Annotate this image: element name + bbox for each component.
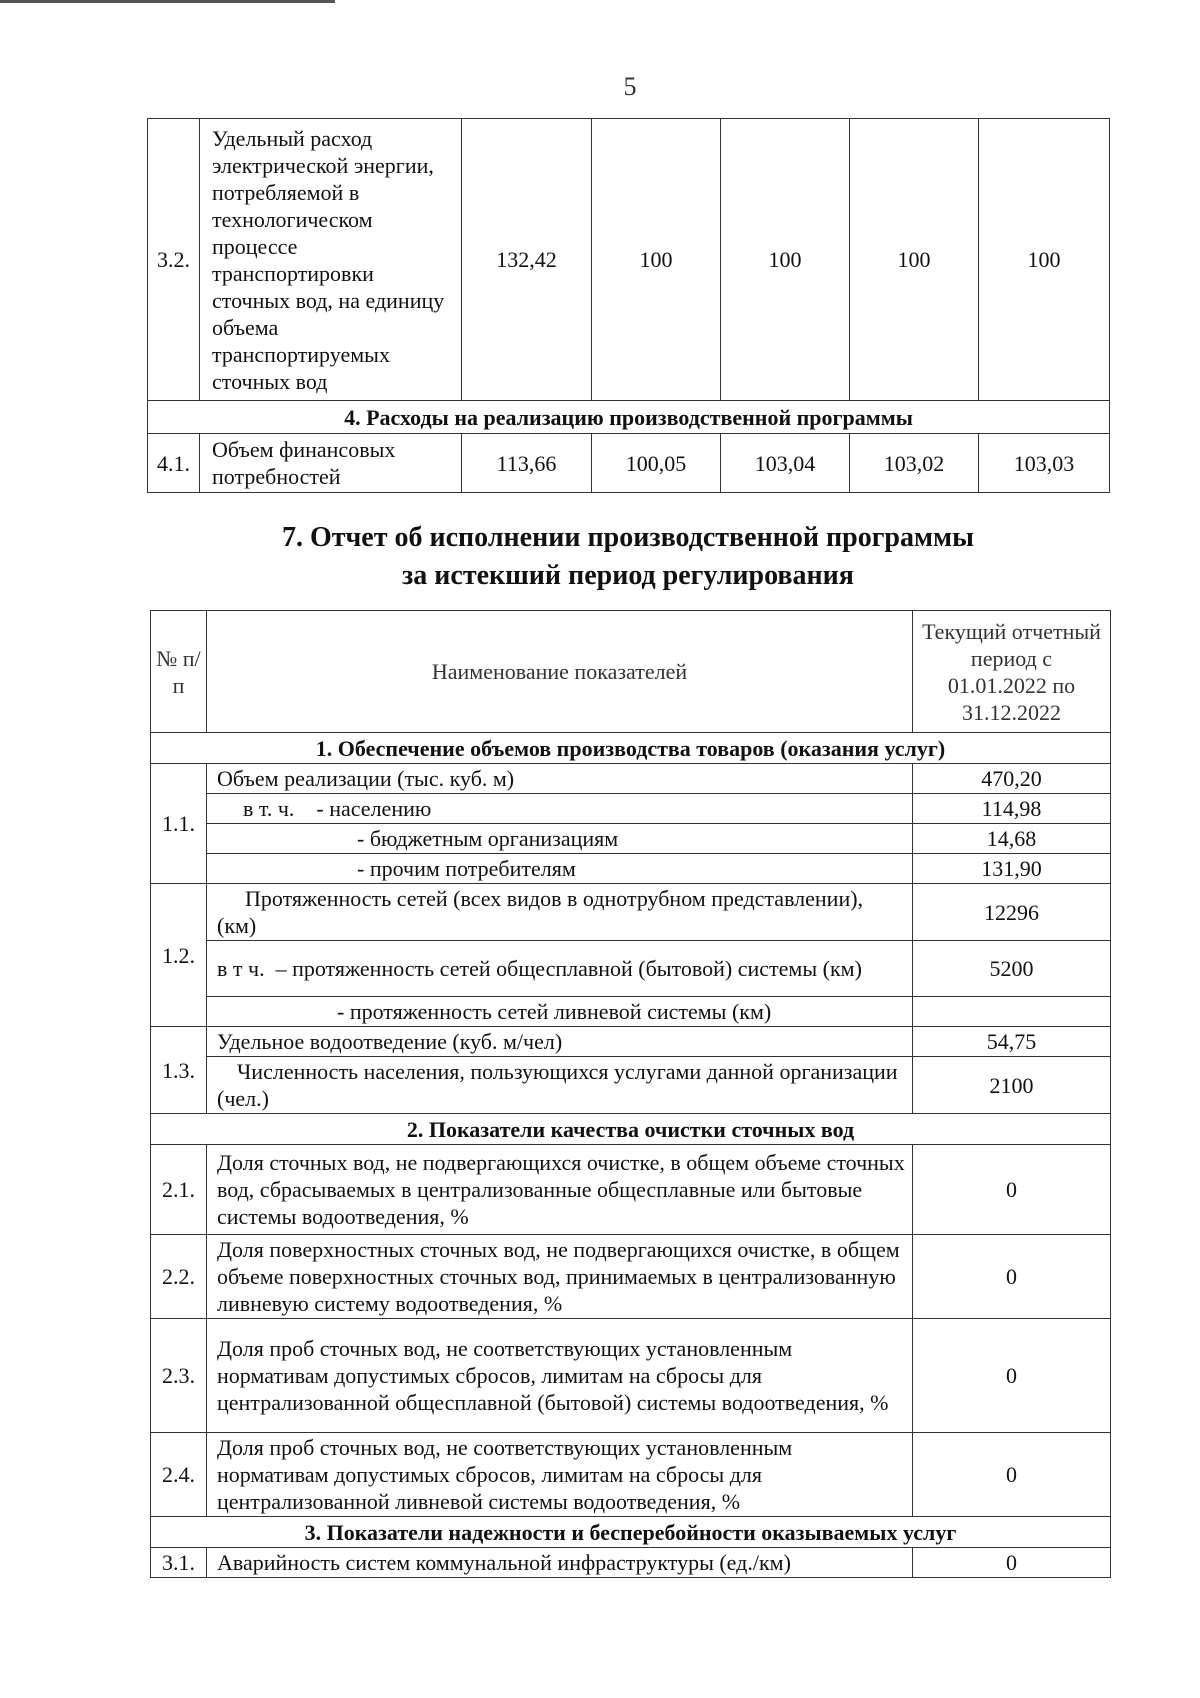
table-row (151, 997, 1111, 1027)
table-row (148, 119, 1110, 401)
row-name: Объем финансовых потребностей (200, 434, 462, 493)
row-number: 3.1. (151, 1548, 207, 1578)
table-row (151, 1235, 1111, 1319)
header-row (151, 611, 1111, 733)
row-name: Доля проб сточных вод, не соответствующих установленным нормативам допустимых сбросов, лимитам на сбросы для централизованной ливневой системы водоотведения, % (207, 1433, 913, 1517)
row-value: 54,75 (913, 1027, 1111, 1057)
row-name-text: Численность населения, пользующихся услугами данной организации (чел.) (217, 1059, 898, 1111)
row-number: 1.1. (151, 764, 207, 884)
row-number: 3.2. (148, 119, 200, 401)
row-value: 100 (979, 119, 1110, 401)
table-row (151, 884, 1111, 941)
row-value: 14,68 (913, 824, 1111, 854)
row-value: 2100 (913, 1057, 1111, 1114)
row-name: Доля поверхностных сточных вод, не подвергающихся очистке, в общем объеме поверхностных сточных вод, принимаемых в централизованную ливневую систему водоотведения, % (207, 1235, 913, 1319)
row-value: 100 (721, 119, 850, 401)
table-row (151, 1319, 1111, 1433)
table-row (151, 1057, 1111, 1114)
row-number: 1.2. (151, 884, 207, 1027)
row-name: в т. ч. - населению (207, 794, 913, 824)
row-name-text: Протяженность сетей (всех видов в однотрубном представлении), (км) (217, 886, 864, 938)
section-row (151, 1517, 1111, 1548)
row-value: 100 (850, 119, 979, 401)
row-value: 12296 (913, 884, 1111, 941)
row-value: 0 (913, 1145, 1111, 1235)
row-value: 103,04 (721, 434, 850, 493)
row-number: 4.1. (148, 434, 200, 493)
row-value: 131,90 (913, 854, 1111, 884)
table-row (151, 941, 1111, 997)
row-value: 0 (913, 1319, 1111, 1433)
row-number: 2.4. (151, 1433, 207, 1517)
table-row (151, 824, 1111, 854)
row-name: Доля проб сточных вод, не соответствующих установленным нормативам допустимых сбросов, лимитам на сбросы для централизованной общесплавной (бытовой) системы водоотведения, % (207, 1319, 913, 1433)
row-number: 2.3. (151, 1319, 207, 1433)
report-table (150, 610, 1111, 1578)
row-number: 1.3. (151, 1027, 207, 1114)
table-row (148, 434, 1110, 493)
header-period: Текущий отчетный период с 01.01.2022 по 31.12.2022 (913, 611, 1111, 733)
row-value: 113,66 (462, 434, 592, 493)
row-number: 2.1. (151, 1145, 207, 1235)
table-row (151, 1433, 1111, 1517)
row-value: 470,20 (913, 764, 1111, 794)
row-value (913, 997, 1111, 1027)
section-heading: 4. Расходы на реализацию производственной программы (148, 401, 1110, 434)
section-heading: 3. Показатели надежности и бесперебойности оказываемых услуг (151, 1517, 1111, 1548)
table-row (151, 1548, 1111, 1578)
row-value: 0 (913, 1235, 1111, 1319)
table-row (151, 854, 1111, 884)
row-name: в т ч. – протяженность сетей общесплавной (бытовой) системы (км) (207, 941, 913, 997)
row-value: 114,98 (913, 794, 1111, 824)
section-title-line: 7. Отчет об исполнении производственной программы (281, 522, 974, 553)
row-name: - прочим потребителям (207, 854, 913, 884)
row-name: Удельный расход электрической энергии, потребляемой в технологическом процессе транспортировки сточных вод, на единицу объема транспортируемых сточных вод (200, 119, 462, 401)
section-row (151, 1114, 1111, 1145)
section-heading: 2. Показатели качества очистки сточных вод (151, 1114, 1111, 1145)
row-name: Доля сточных вод, не подвергающихся очистке, в общем объеме сточных вод, сбрасываемых в централизованные общесплавные или бытовые системы водоотведения, % (207, 1145, 913, 1235)
row-value: 0 (913, 1433, 1111, 1517)
section-title-line: за истекший период регулирования (402, 560, 854, 591)
row-name: Удельное водоотведение (куб. м/чел) (207, 1027, 913, 1057)
scan-edge-line (0, 0, 335, 3)
row-name (207, 1057, 913, 1114)
table-row (151, 1145, 1111, 1235)
row-value: 5200 (913, 941, 1111, 997)
row-name: - протяженность сетей ливневой системы (км) (207, 997, 913, 1027)
table-row (151, 1027, 1111, 1057)
header-name: Наименование показателей (207, 611, 913, 733)
section-title (147, 519, 1109, 595)
row-name: Объем реализации (тыс. куб. м) (207, 764, 913, 794)
table-row (151, 794, 1111, 824)
row-value: 103,02 (850, 434, 979, 493)
row-value: 100,05 (592, 434, 721, 493)
row-name: - бюджетным организациям (207, 824, 913, 854)
row-value: 132,42 (462, 119, 592, 401)
section-row (148, 401, 1110, 434)
row-number: 2.2. (151, 1235, 207, 1319)
row-name: Аварийность систем коммунальной инфраструктуры (ед./км) (207, 1548, 913, 1578)
row-name (207, 884, 913, 941)
row-value: 103,03 (979, 434, 1110, 493)
table-row (151, 764, 1111, 794)
page-number: 5 (623, 72, 637, 101)
row-value: 0 (913, 1548, 1111, 1578)
section-heading: 1. Обеспечение объемов производства товаров (оказания услуг) (151, 733, 1111, 764)
section-row (151, 733, 1111, 764)
row-value: 100 (592, 119, 721, 401)
indicators-table-continued (147, 118, 1110, 493)
header-number: № п/п (151, 611, 207, 733)
